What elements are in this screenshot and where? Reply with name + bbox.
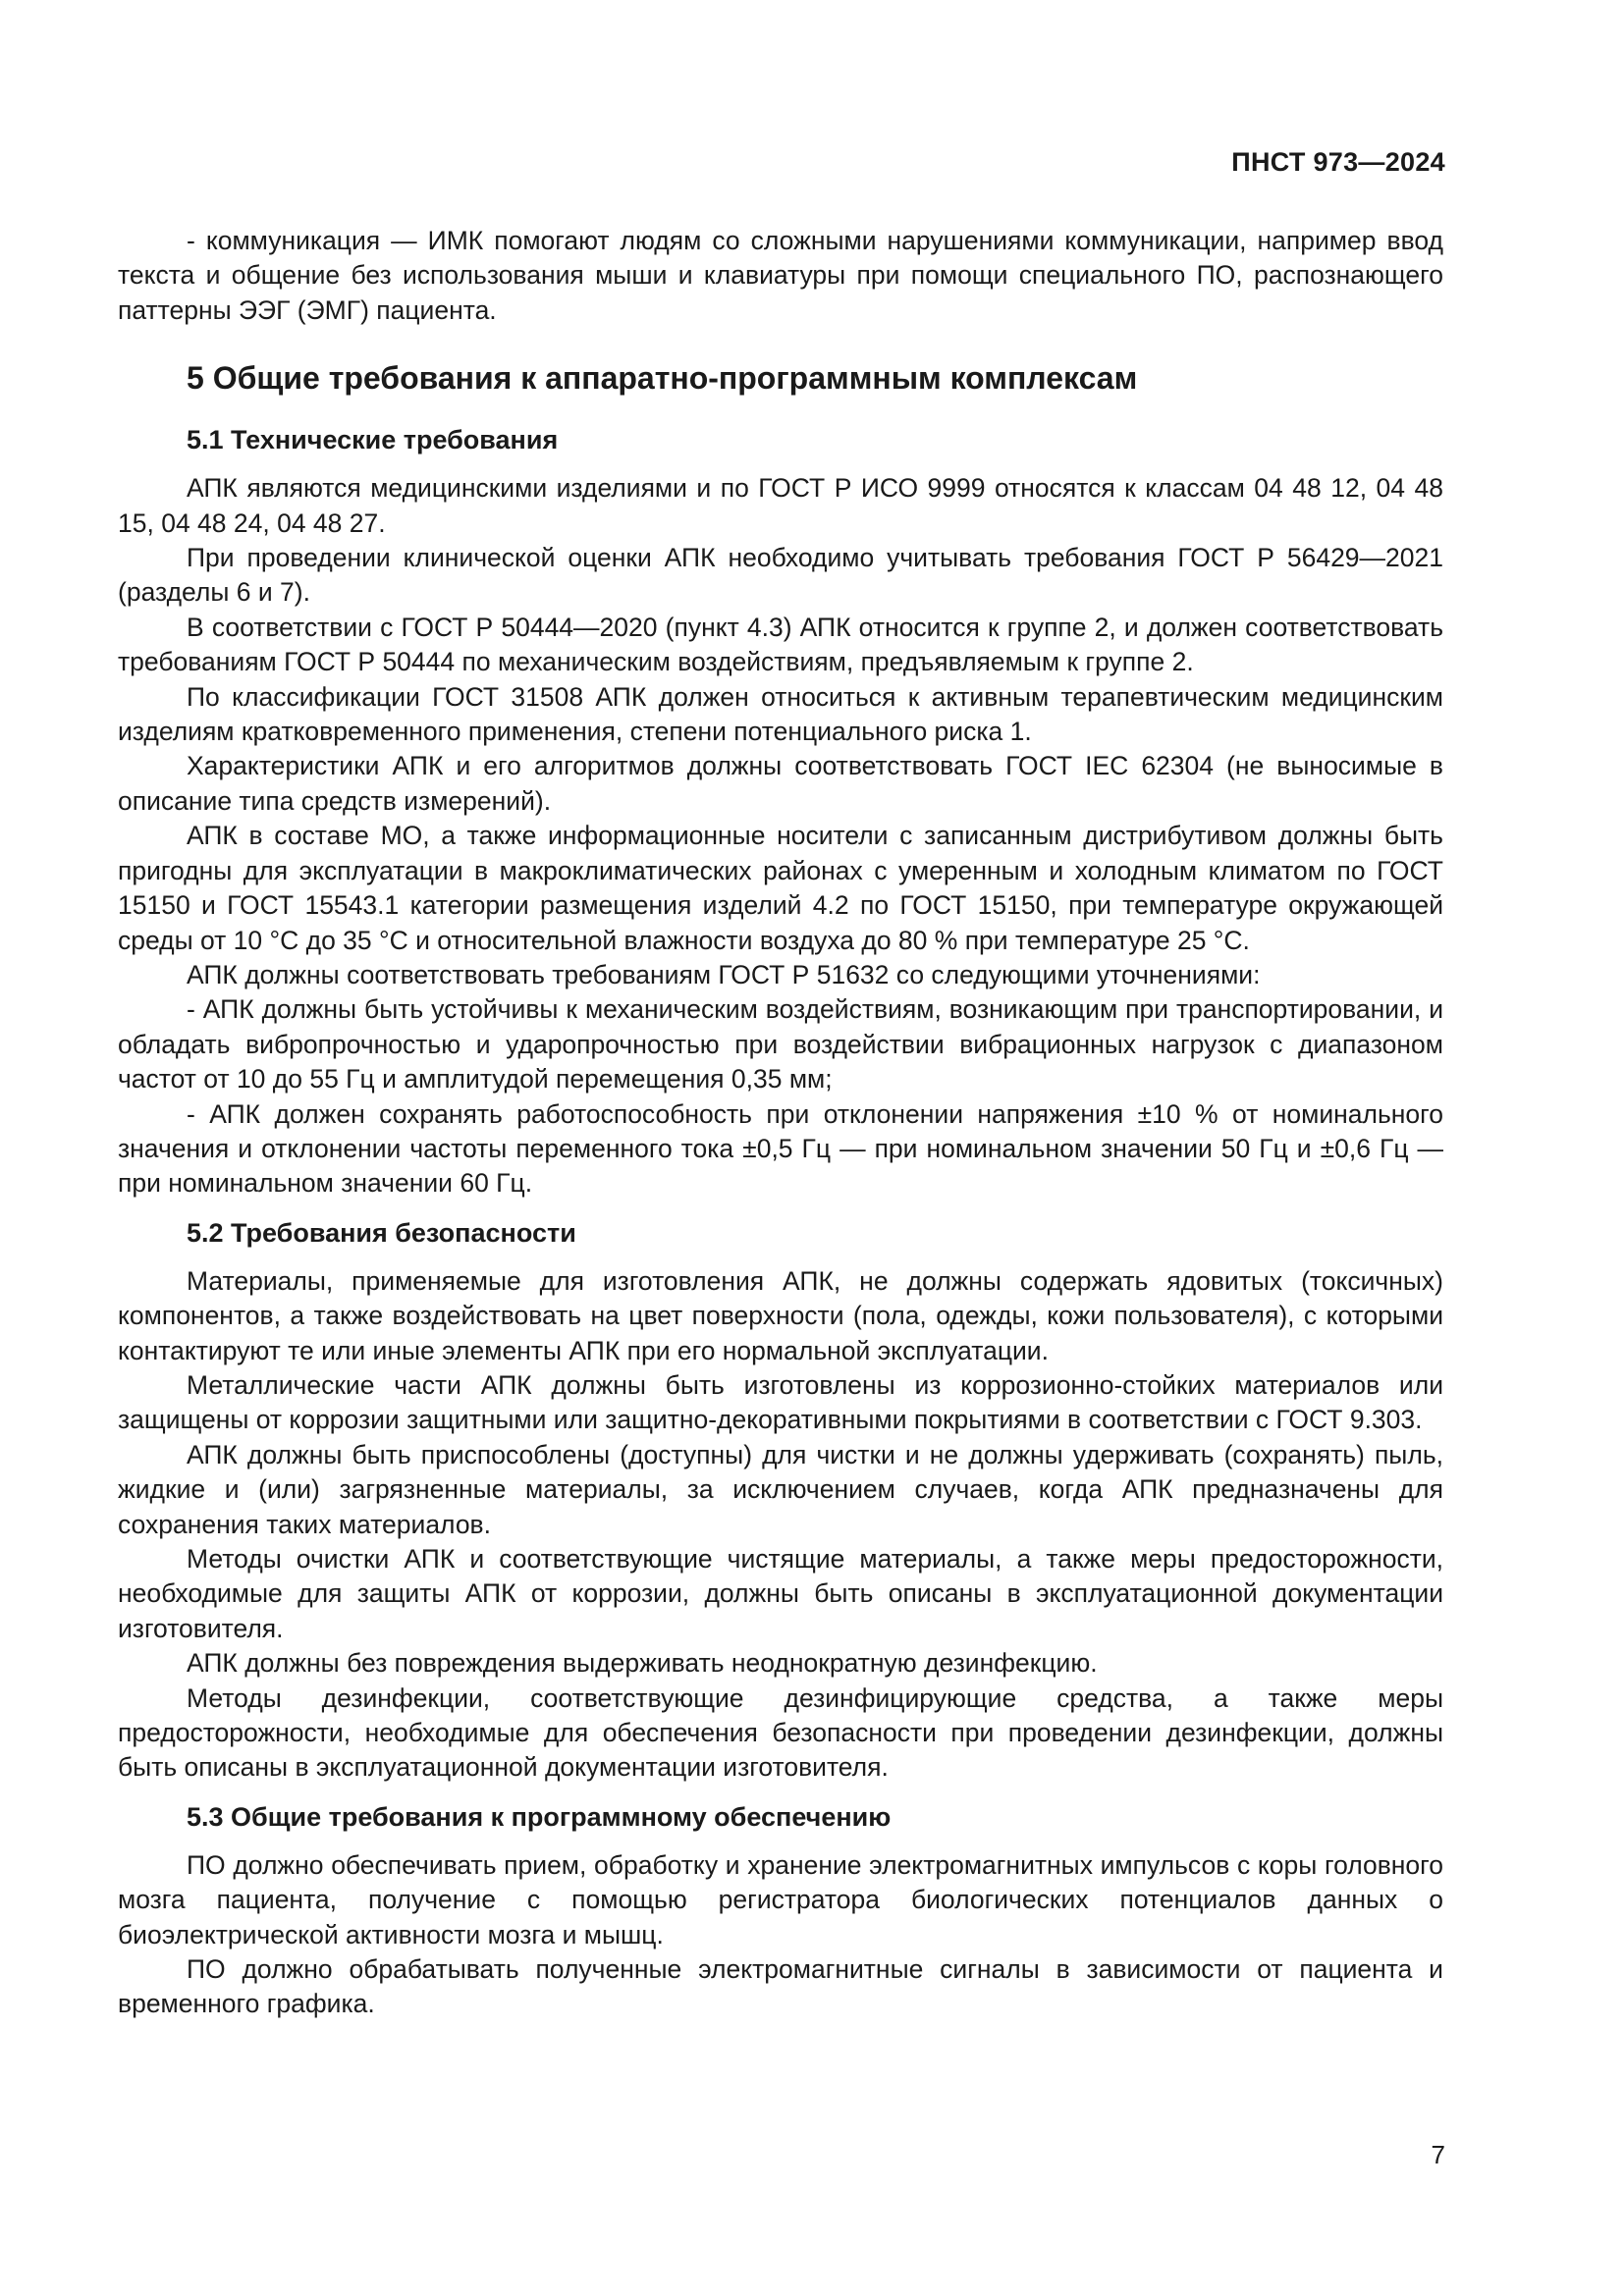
document-code: ПНСТ 973—2024 xyxy=(1231,147,1445,177)
s52-paragraph-6: Методы дезинфекции, соответствующие дезинфицирующие средства, а также меры предосторожности, необходимые для обеспечения безопасности при проведении дезинфекции, должны быть описаны в эксплуатационной документации изготовителя. xyxy=(118,1682,1443,1783)
page-number: 7 xyxy=(1431,2140,1445,2169)
s51-paragraph-2: При проведении клинической оценки АПК необходимо учитывать требования ГОСТ Р 56429—2021 (разделы 6 и 7). xyxy=(118,543,1443,608)
s51-paragraph-6: АПК в составе МО, а также информационные носители с записанным дистрибутивом должны быть пригодны для эксплуатации в макроклиматических районах с умеренным и холодным климатом по ГОСТ 15150 и ГОСТ 15543.1 категории размещения изделий 4.2 по ГОСТ 15150, при температуре окружающей среды от 10 °С до 35 °С и относительной влажности воздуха до 80 % при температуре 25 °С. xyxy=(118,821,1443,955)
s53-paragraph-2: ПО должно обрабатывать полученные электромагнитные сигналы в зависимости от пациента и временного графика. xyxy=(118,1954,1443,2019)
s51-paragraph-5: Характеристики АПК и его алгоритмов должны соответствовать ГОСТ IEC 62304 (не выносимые в описание типа средств измерений). xyxy=(118,751,1443,816)
section-5-1-heading: 5.1 Технические требования xyxy=(187,425,559,455)
s52-paragraph-3: АПК должны быть приспособлены (доступны) для чистки и не должны удерживать (сохранять) пыль, жидкие и (или) загрязненные материалы, за исключением случаев, когда АПК предназначены для сохранения таких материалов. xyxy=(118,1439,1443,1539)
s52-paragraph-5: АПК должны без повреждения выдерживать неоднократную дезинфекцию. xyxy=(187,1648,1098,1679)
section-5-heading: 5 Общие требования к аппаратно-программным комплексам xyxy=(187,360,1138,397)
s52-paragraph-1: Материалы, применяемые для изготовления АПК, не должны содержать ядовитых (токсичных) компонентов, а также воздействовать на цвет поверхности (пола, одежды, кожи пользователя), с которыми контактируют те или иные элементы АПК при его нормальной эксплуатации. xyxy=(118,1265,1443,1365)
section-5-2-heading: 5.2 Требования безопасности xyxy=(187,1217,576,1248)
s51-paragraph-1: АПК являются медицинскими изделиями и по ГОСТ Р ИСО 9999 относятся к классам 04 48 12, 04 48 15, 04 48 24, 04 48 27. xyxy=(118,473,1443,538)
s51-list-item-1: - АПК должны быть устойчивы к механическим воздействиям, возникающим при транспортировании, и обладать вибропрочностью и ударопрочностью при воздействии вибрационных нагрузок с диапазоном частот от 10 до 55 Гц и амплитудой перемещения 0,35 мм; xyxy=(118,994,1443,1095)
intro-paragraph: - коммуникация — ИМК помогают людям со сложными нарушениями коммуникации, например ввод текста и общение без использования мыши и клавиатуры при помощи специального ПО, распознающего паттерны ЭЭГ (ЭМГ) пациента. xyxy=(118,226,1443,325)
s51-paragraph-3: В соответствии с ГОСТ Р 50444—2020 (пункт 4.3) АПК относится к группе 2, и должен соответствовать требованиям ГОСТ Р 50444 по механическим воздействиям, предъявляемым к группе 2. xyxy=(118,612,1443,677)
section-5-3-heading: 5.3 Общие требования к программному обеспечению xyxy=(187,1801,892,1832)
page-content xyxy=(118,224,1443,2022)
s51-paragraph-4: По классификации ГОСТ 31508 АПК должен относиться к активным терапевтическим медицинским изделиям кратковременного применения, степени потенциального риска 1. xyxy=(118,681,1443,747)
s52-paragraph-4: Методы очистки АПК и соответствующие чистящие материалы, а также меры предосторожности, необходимые для защиты АПК от коррозии, должны быть описаны в эксплуатационной документации изготовителя. xyxy=(118,1544,1443,1643)
s53-paragraph-1: ПО должно обеспечивать прием, обработку и хранение электромагнитных импульсов с коры головного мозга пациента, получение с помощью регистратора биологических потенциалов данных о биоэлектрической активности мозга и мышц. xyxy=(118,1849,1443,1949)
s51-paragraph-7: АПК должны соответствовать требованиям ГОСТ Р 51632 со следующими уточнениями: xyxy=(187,959,1261,989)
s51-list-item-2: - АПК должен сохранять работоспособность при отклонении напряжения ±10 % от номинального значения и отклонении частоты переменного тока ±0,5 Гц — при номинальном значении 50 Гц и ±0,6 Гц — при номинальном значении 60 Гц. xyxy=(118,1098,1443,1199)
s52-paragraph-2: Металлические части АПК должны быть изготовлены из коррозионно-стойких материалов или защищены от коррозии защитными или защитно-декоративными покрытиями в соответствии с ГОСТ 9.303. xyxy=(118,1369,1443,1435)
